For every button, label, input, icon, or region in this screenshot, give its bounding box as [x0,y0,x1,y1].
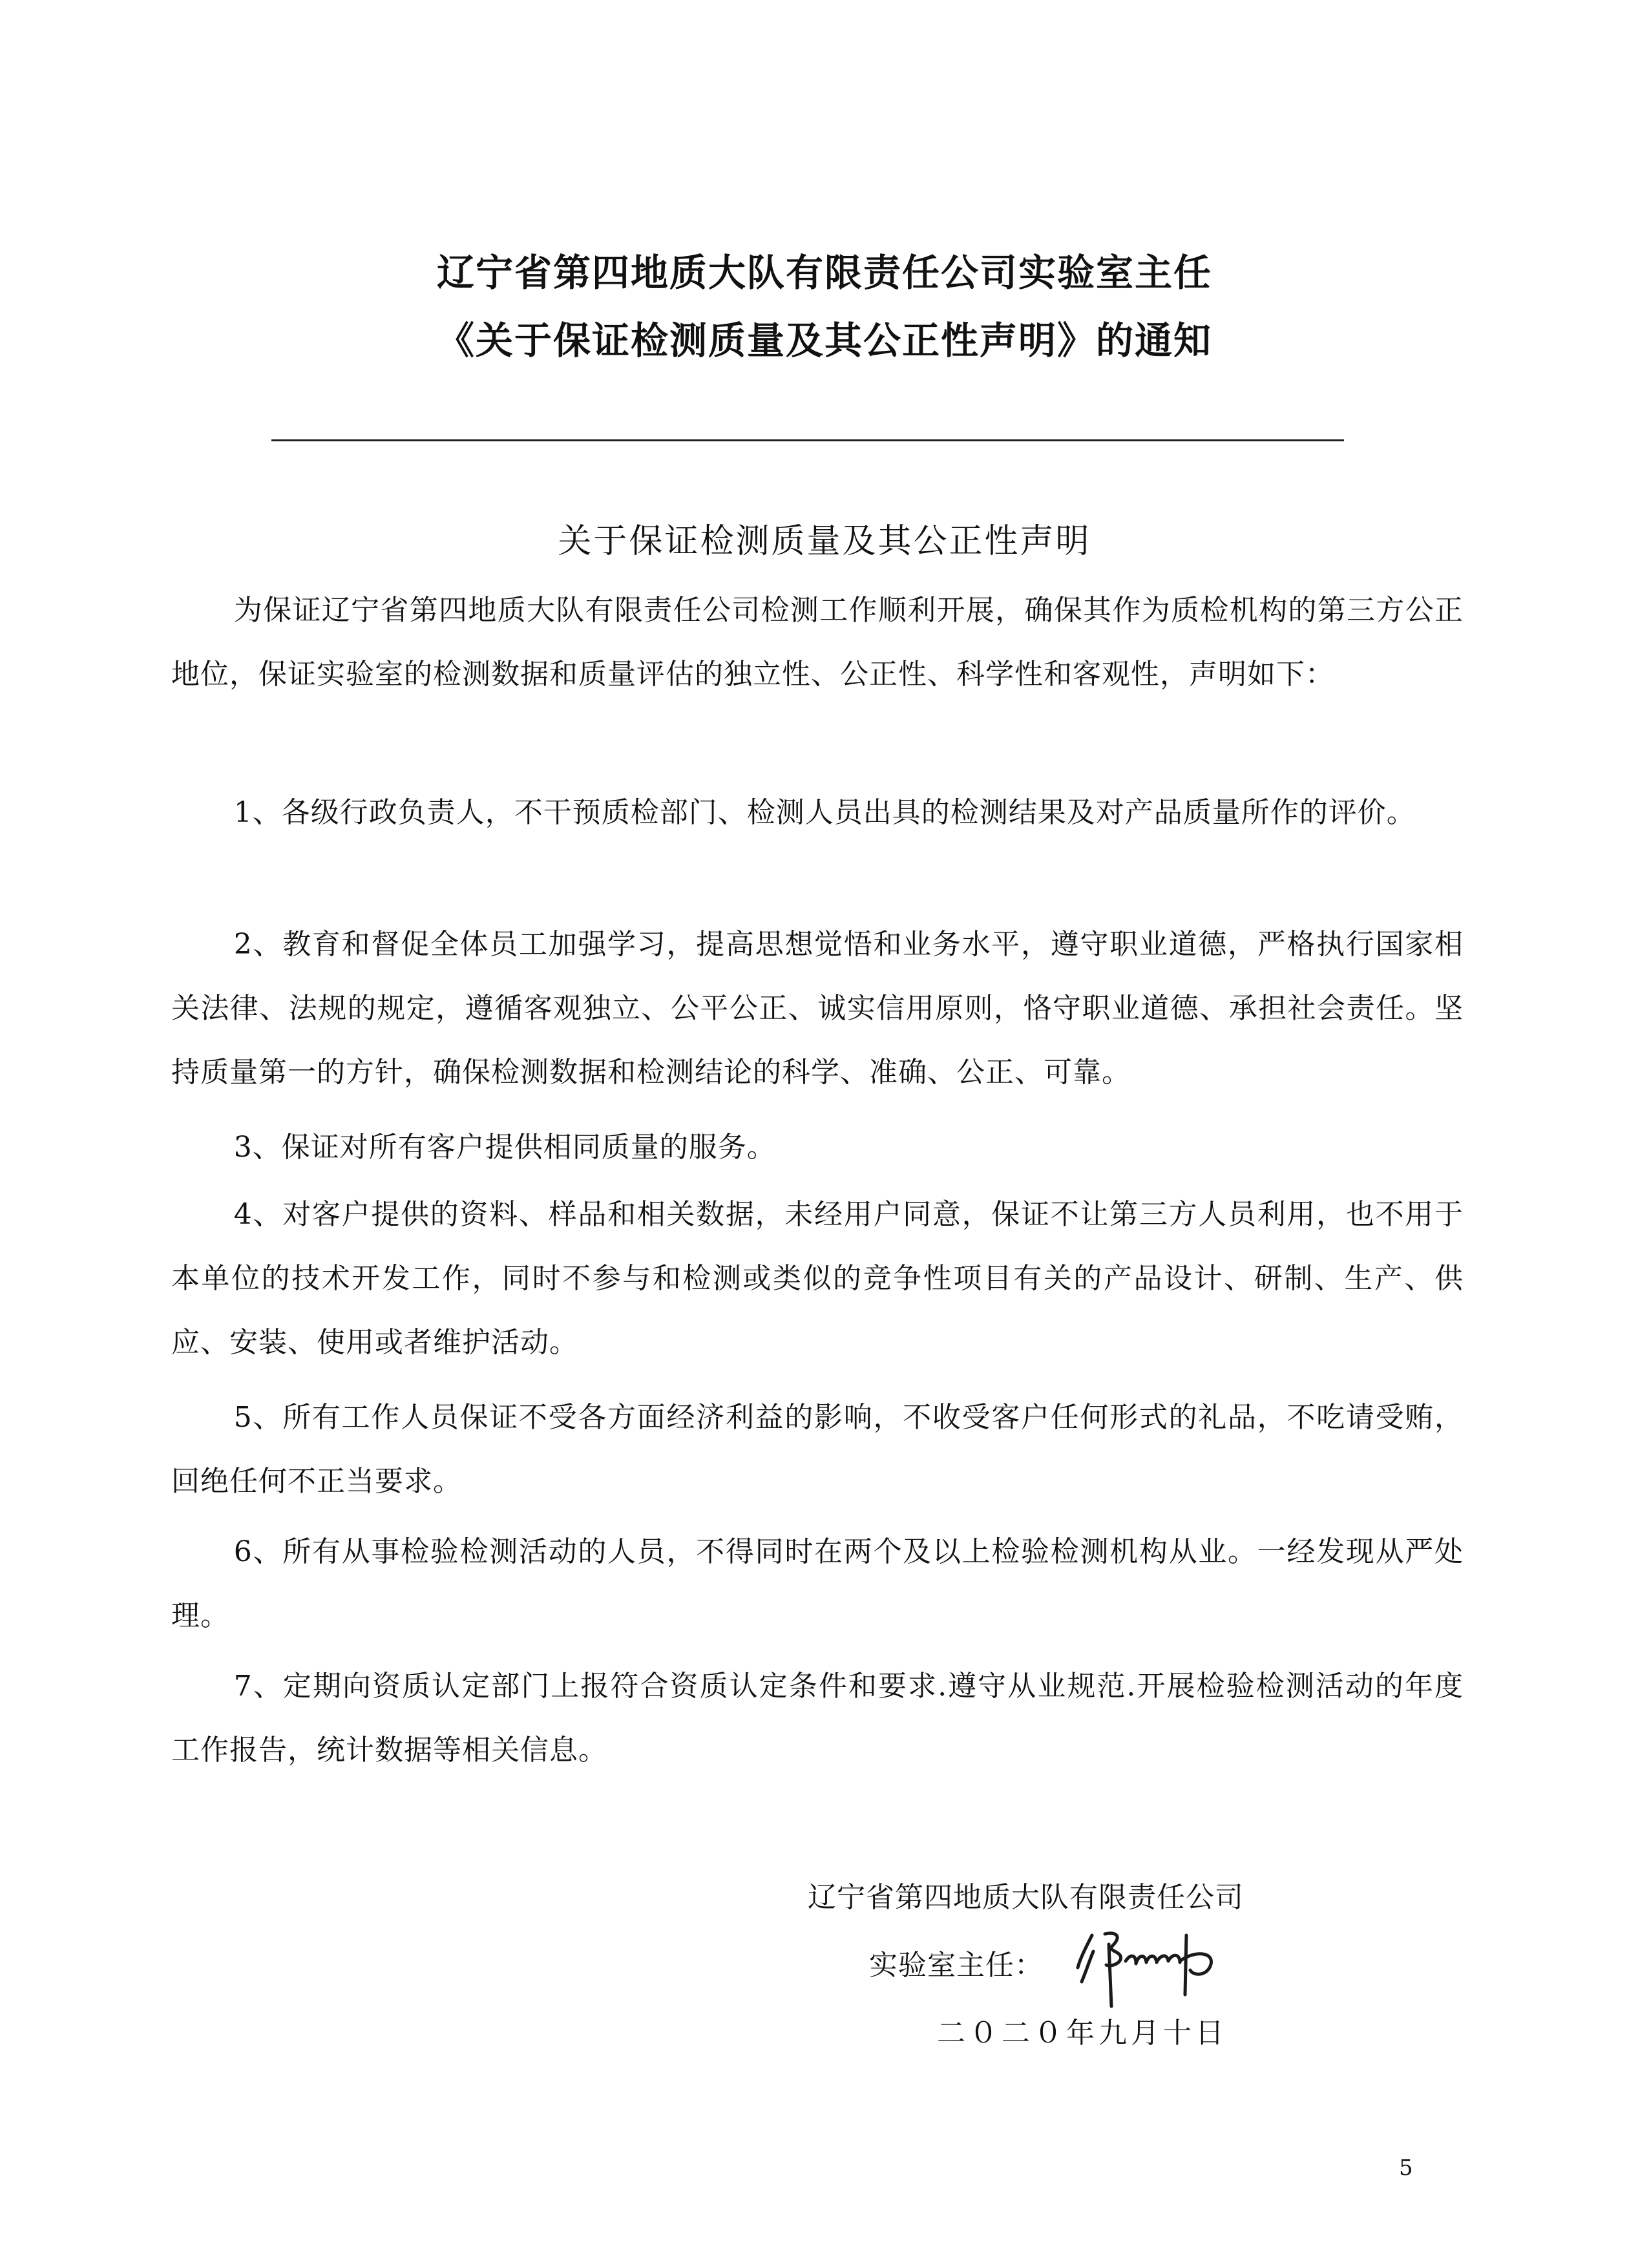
declaration-date: 二０二０年九月十日 [937,2017,1228,2050]
header-divider [271,439,1344,441]
clause-5: 5、所有工作人员保证不受各方面经济利益的影响，不收受客户任何形式的礼品，不吃请受贿，回绝任何不正当要求。 [171,1401,1464,1498]
clause-6: 6、所有从事检验检测活动的人员，不得同时在两个及以上检验检测机构从业。一经发现从严处理。 [171,1535,1464,1632]
clause-4: 4、对客户提供的资料、样品和相关数据，未经用户同意，保证不让第三方人员利用，也不用于本单位的技术开发工作，同时不参与和检测或类似的竞争性项目有关的产品设计、研制、生产、供应、安装、使用或者维护活动。 [171,1198,1464,1359]
intro-paragraph: 为保证辽宁省第四地质大队有限责任公司检测工作顺利开展，确保其作为质检机构的第三方公正地位，保证实验室的检测数据和质量评估的独立性、公正性、科学性和客观性，声明如下： [171,594,1464,691]
clause-3: 3、保证对所有客户提供相同质量的服务。 [233,1131,776,1164]
handwritten-signature [1066,1922,1234,2019]
clause-7: 7、定期向资质认定部门上报符合资质认定条件和要求.遵守从业规范.开展检验检测活动的年度工作报告，统计数据等相关信息。 [171,1670,1464,1767]
page-number: 5 [1399,2155,1413,2181]
clause-1: 1、各级行政负责人，不干预质检部门、检测人员出具的检测结果及对产品质量所作的评价。 [233,796,1416,829]
notice-title-line-1: 辽宁省第四地质大队有限责任公司实验室主任 [436,251,1212,295]
declaration-title: 关于保证检测质量及其公正性声明 [558,522,1091,561]
clause-2: 2、教育和督促全体员工加强学习，提高思想觉悟和业务水平，遵守职业道德，严格执行国家相关法律、法规的规定，遵循客观独立、公平公正、诚实信用原则，恪守职业道德、承担社会责任。坚持质量第一的方针，确保检测数据和检测结论的科学、准确、公正、可靠。 [171,928,1464,1089]
signatory-role-label: 实验室主任： [869,1949,1044,1982]
notice-title-line-2: 《关于保证检测质量及其公正性声明》的通知 [436,319,1212,362]
signatory-company: 辽宁省第四地质大队有限责任公司 [808,1881,1244,1914]
